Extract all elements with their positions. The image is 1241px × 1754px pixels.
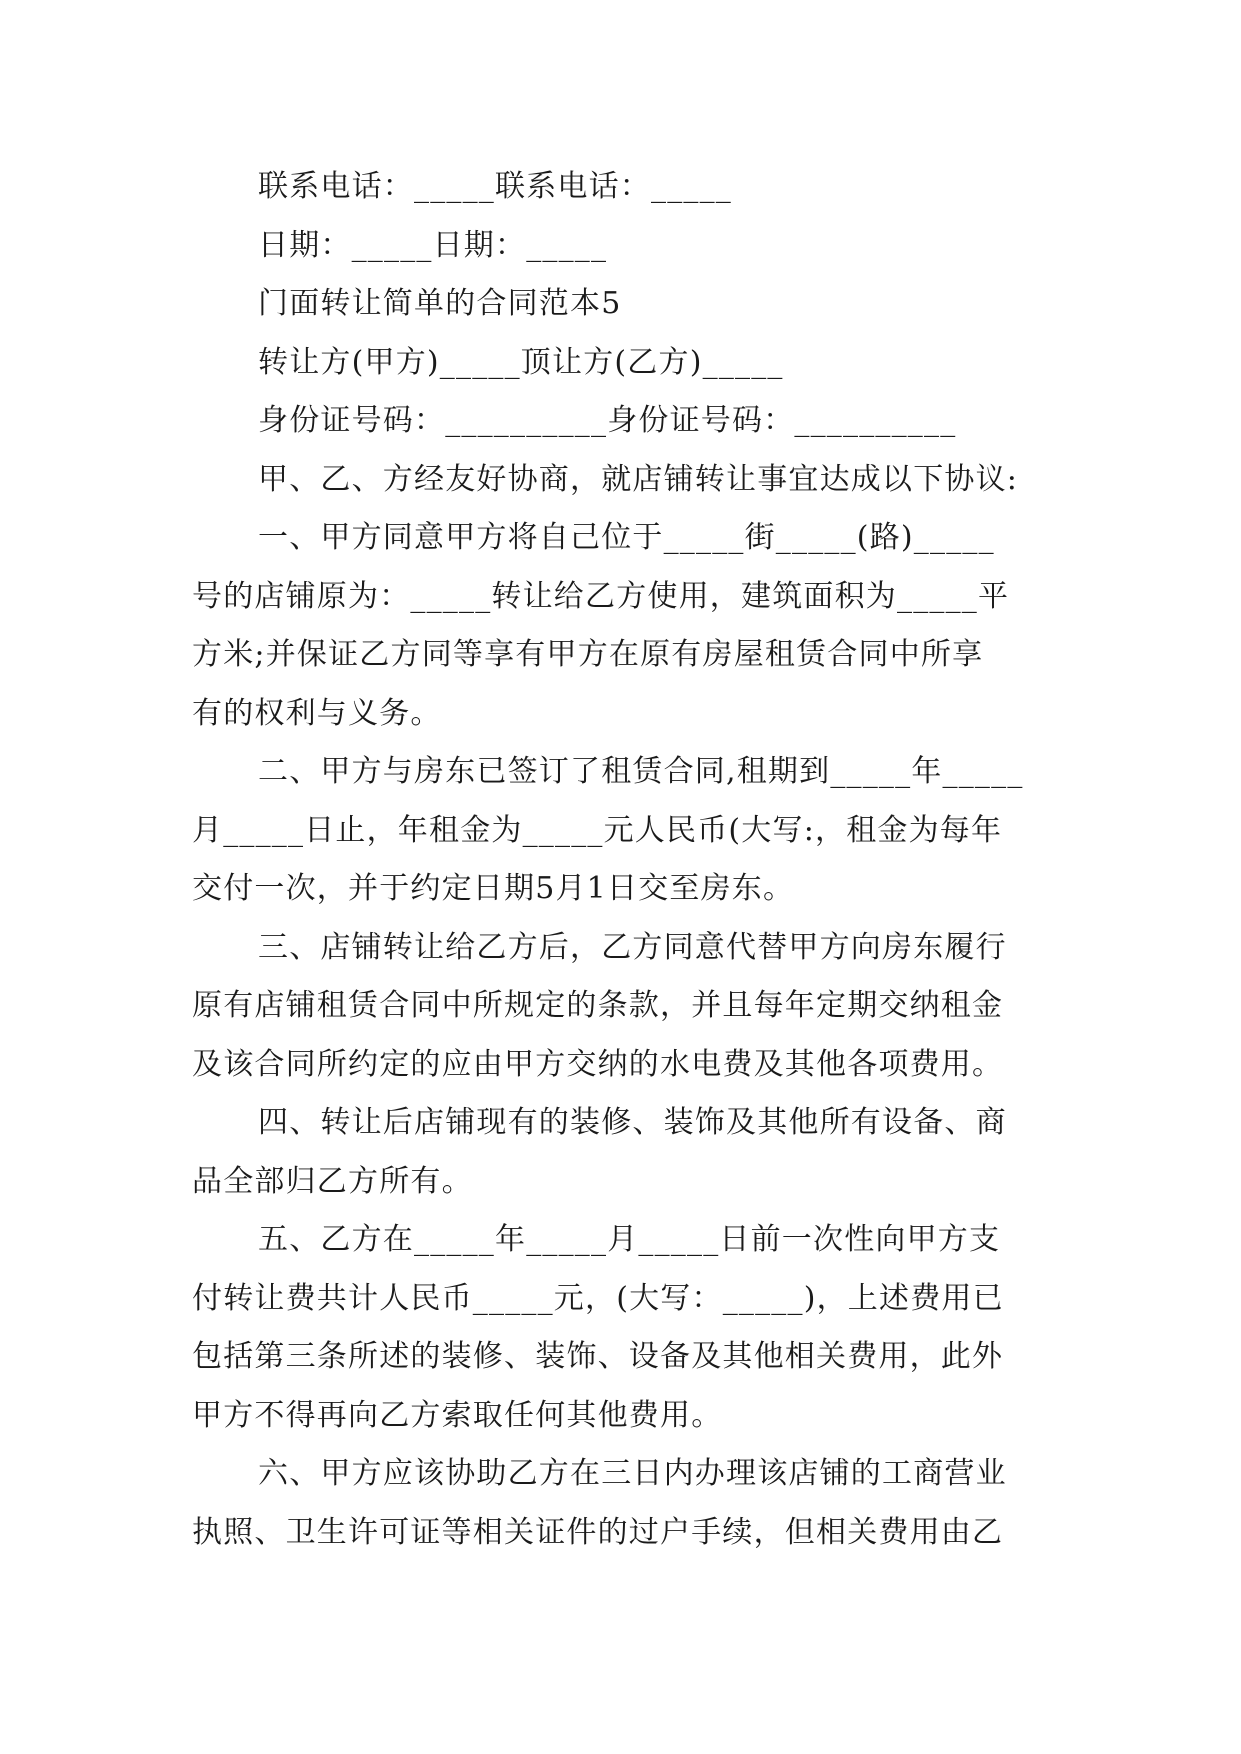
document-line: 及该合同所约定的应由甲方交纳的水电费及其他各项费用。 — [192, 1046, 1004, 1082]
document-line: 包括第三条所述的装修、装饰、设备及其他相关费用，此外 — [192, 1339, 1004, 1374]
document-line: 门面转让简单的合同范本5 — [258, 286, 622, 321]
document-line: 交付一次，并于约定日期5月1日交至房东。 — [192, 871, 795, 906]
document-line: 号的店铺原为：_____转让给乙方使用，建筑面积为_____平 — [192, 578, 1010, 614]
document-line: 有的权利与义务。 — [192, 695, 442, 731]
document-line: 月_____日止，年租金为_____元人民币(大写:，租金为每年 — [192, 812, 1003, 848]
document-line: 日期：_____日期：_____ — [258, 227, 608, 263]
document-line: 四、转让后店铺现有的装修、装饰及其他所有设备、商 — [258, 1105, 1007, 1140]
document-line: 一、甲方同意甲方将自己位于_____街_____(路)_____ — [258, 520, 995, 555]
document-line: 方米;并保证乙方同等享有甲方在原有房屋租赁合同中所享 — [192, 637, 984, 672]
document-line: 甲、乙、方经友好协商，就店铺转让事宜达成以下协议: — [258, 461, 1019, 497]
document-line: 甲方不得再向乙方索取任何其他费用。 — [192, 1397, 723, 1433]
document-line: 三、店铺转让给乙方后，乙方同意代替甲方向房东履行 — [258, 929, 1007, 965]
document-line: 付转让费共计人民币_____元，(大写：_____)，上述费用已 — [192, 1280, 1004, 1316]
document-line: 五、乙方在_____年_____月_____日前一次性向甲方支 — [258, 1222, 1001, 1257]
document-line: 二、甲方与房东已签订了租赁合同,租期到_____年_____ — [258, 754, 1024, 789]
document-line: 六、甲方应该协助乙方在三日内办理该店铺的工商营业 — [258, 1456, 1007, 1491]
document-line: 原有店铺租赁合同中所规定的条款，并且每年定期交纳租金 — [192, 988, 1004, 1023]
document-line: 身份证号码：__________身份证号码：__________ — [258, 403, 957, 438]
document-line: 品全部归乙方所有。 — [192, 1163, 473, 1199]
document-line: 联系电话：_____联系电话：_____ — [258, 169, 732, 204]
document-line: 转让方(甲方)_____顶让方(乙方)_____ — [258, 344, 784, 380]
document-line: 执照、卫生许可证等相关证件的过户手续，但相关费用由乙 — [192, 1514, 1004, 1550]
document-body — [192, 158, 1072, 1562]
